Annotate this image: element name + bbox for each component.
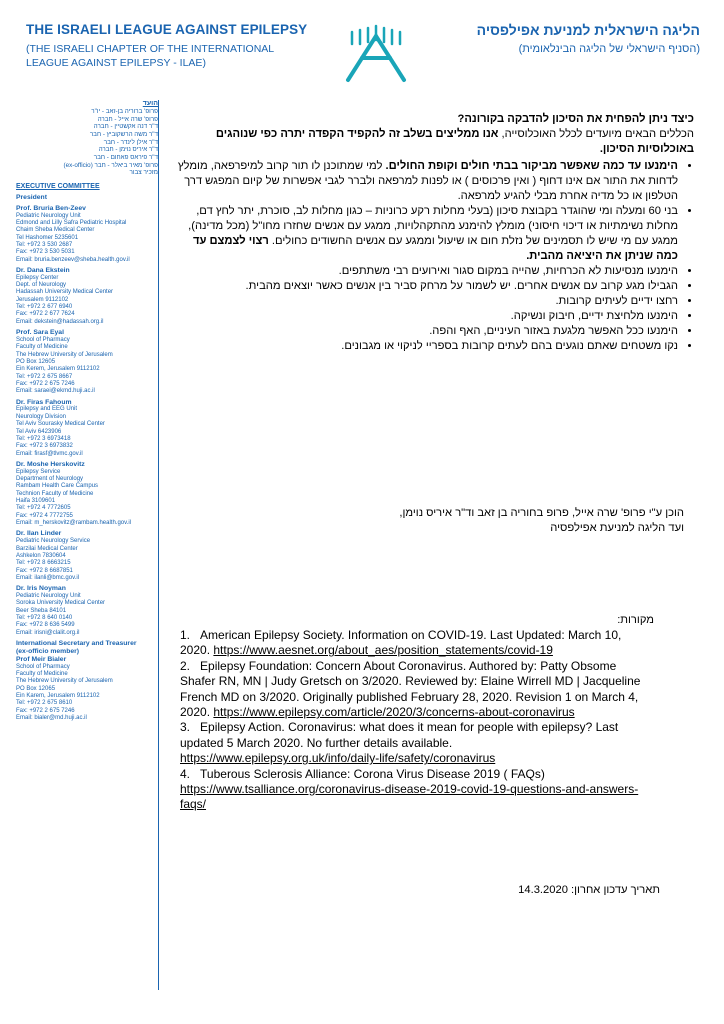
intro-plain: הכללים הבאים מיועדים לכלל האוכלוסייה, — [498, 128, 694, 140]
member-line: Tel: +972 2 675 8667 — [16, 373, 73, 380]
he-member-line: ד"ר דנה אקשטיין - חברה — [93, 123, 158, 131]
member-name: Dr. Dana Ekstein — [16, 266, 70, 274]
org-title-he: הליגה הישראלית למניעת אפילפסיה — [476, 22, 700, 38]
list-item: • נקו משטחים שאתם נוגעים בהם לעתים קרובות בספריי לניקוי או מגבונים. — [172, 339, 678, 354]
source-number: 3. — [180, 720, 191, 735]
member-line: Pediatric Neurology Unit — [16, 593, 81, 600]
member-line: Faculty of Medicine — [16, 344, 68, 351]
org-title-en: THE ISRAELI LEAGUE AGAINST EPILEPSY — [26, 22, 308, 37]
he-committee-heading: הועד — [142, 100, 158, 107]
member-line: Hadassah University Medical Center — [16, 289, 114, 296]
he-member-line: ד"ר משה הרשקוביץ - חבר — [89, 130, 158, 138]
source-number: 1. — [180, 628, 191, 642]
member-line: Fax: +972 3 530 5031 — [16, 249, 75, 256]
member-line: Epilepsy Service — [16, 468, 61, 475]
sources-title: מקורות: — [617, 614, 654, 626]
source-link[interactable]: https://www.tsalliance.org/coronavirus-disease-2019-covid-19-questions-and-answers-faqs/ — [180, 782, 639, 812]
member-line: Fax: +972 3 6973832 — [16, 443, 73, 450]
intro-paragraph — [172, 127, 694, 157]
member-line: Fax: +972 4 7772755 — [16, 512, 73, 519]
source-link[interactable]: https://www.epilepsy.org.uk/info/daily-life/safety/coronavirus — [180, 751, 496, 766]
he-member-line: מזכיר צבור — [129, 169, 158, 177]
org-subtitle-en-line2: LEAGUE AGAINST EPILEPSY - ILAE) — [26, 57, 206, 69]
member-name: Dr. Ilan Linder — [16, 530, 62, 538]
secretary-label: International Secretary and Treasurer — [16, 640, 137, 648]
prepared-line2: ועד הליגה למניעת אפילפסיה — [550, 522, 684, 534]
member-block — [16, 329, 158, 396]
bullet-bold: רצוי לצמצם עד כמה שניתן את היציאה מהבית. — [192, 235, 678, 262]
org-subtitle-en-line1: (THE ISRAELI CHAPTER OF THE INTERNATIONAL — [26, 43, 275, 55]
member-line: Tel: +972 4 7772605 — [16, 505, 71, 512]
secretary-sub-label: (ex-officio member) — [16, 647, 80, 655]
member-line: Fax: +972 8 6687851 — [16, 567, 73, 574]
member-line: Email: firasf@tlvmc.gov.il — [16, 450, 83, 457]
last-updated — [380, 884, 660, 896]
source-item — [180, 659, 650, 721]
president-label: President — [16, 193, 47, 201]
member-line: Pediatric Neurology Unit — [16, 212, 81, 219]
member-name: Dr. Iris Noyman — [16, 585, 66, 593]
member-line: Fax: +972 2 675 7246 — [16, 380, 75, 387]
member-line: Jerusalem 9112102 — [16, 296, 69, 303]
he-member-line: ד"ר איריס נוימן - חברה — [98, 146, 158, 154]
member-line: Faculty of Medicine — [16, 670, 68, 677]
member-line: Ashkelon 7830604 — [16, 552, 66, 559]
source-number: 4. — [180, 766, 191, 781]
member-line: Tel Hashomer 5235601 — [16, 234, 79, 241]
member-line: Beer Sheba 84101 — [16, 607, 67, 614]
member-name: Dr. Firas Fahoum — [16, 398, 72, 406]
member-line: Email: ilanli@bmc.gov.il — [16, 574, 79, 581]
member-line: Dept. of Neurology — [16, 282, 67, 289]
source-link[interactable]: https://www.aesnet.org/about_aes/position_statements/covid-19 — [213, 643, 553, 658]
source-item — [180, 628, 650, 659]
last-updated-label: תאריך עדכון אחרון: — [571, 884, 660, 896]
member-line: Email: irisni@clalit.org.il — [16, 629, 80, 636]
member-line: Tel Aviv Sourasky Medical Center — [16, 421, 105, 428]
member-line: Ein Kerem, Jerusalem 9112102 — [16, 366, 100, 373]
member-line: Tel Aviv 6423906 — [16, 428, 62, 435]
member-line: Barzilai Medical Center — [16, 545, 78, 552]
member-block — [16, 530, 158, 582]
org-subtitle-he: (הסניף הישראלי של הליגה הבינלאומית) — [518, 43, 700, 55]
member-line: Tel: +972 8 6663215 — [16, 560, 71, 567]
member-line: Soroka University Medical Center — [16, 600, 106, 607]
member-line: Epilepsy and EEG Unit — [16, 406, 78, 413]
member-line: Technion Faculty of Medicine — [16, 490, 94, 497]
member-line: Email: m_herskovitz@rambam.health.gov.il — [16, 520, 132, 527]
list-item: • הגבילו מגע קרוב עם אנשים אחרים. יש לשמור על מרחק סביר בין אנשים כאשר יוצאים מהבית. — [172, 279, 678, 294]
member-line: The Hebrew University of Jerusalem — [16, 351, 113, 358]
he-member-line: פרופ' ברוריה בן-זאב - יו"ר — [91, 107, 158, 115]
header-english — [26, 22, 316, 70]
member-line: Epilepsy Center — [16, 274, 59, 281]
member-line: Email: dekstein@hadassah.org.il — [16, 318, 104, 325]
bullet-text: בני 60 ומעלה ומי שהוגדר בקבוצת סיכון (בעלי מחלות רקע כרוניות – כגון מחלות לב, סוכרת, יתר לחץ דם, מחלות נשימתיות או דיכוי חיסוני) מומלץ להימנע מהתקהלויות, ממגע עם אנשים שחזרו מחו"ל (מכל מדינה), ממגע עם מי שיש לו תסמינים של נזלת חום או שיעול וממגע עם אנשים החשודים כחולים. — [188, 205, 678, 247]
member-line: Chaim Sheba Medical Center — [16, 227, 95, 234]
member-line: Fax: +972 2 675 7246 — [16, 707, 75, 714]
main-content — [172, 112, 694, 354]
bullet-bold: הימנעו עד כמה שאפשר מביקור בבתי חולים וקופת החולים. — [385, 160, 678, 172]
he-member-line: ד"ר פיראס פאחום - חבר — [93, 154, 158, 162]
member-line: Rambam Health Care Campus — [16, 483, 99, 490]
member-line: Tel: +972 2 677 6940 — [16, 304, 73, 311]
committee-sidebar — [16, 100, 159, 990]
member-name: Dr. Moshe Herskovitz — [16, 460, 85, 468]
member-line: Email: saraei@ekmd.huji.ac.il — [16, 388, 95, 395]
list-item: • הימנעו מנסיעות לא הכרחיות, שהייה במקום סגור ואירועים רבי משתתפים. — [172, 264, 678, 279]
member-line: Email: bruria.benzeev@sheba.health.gov.il — [16, 256, 130, 263]
source-text: Epilepsy Action. Coronavirus: what does it mean for people with epilepsy? Last updated 5 March 2020. No further details available. — [180, 720, 619, 750]
member-line: School of Pharmacy — [16, 336, 70, 343]
member-line: Pediatric Neurology Service — [16, 538, 91, 545]
source-number: 2. — [180, 658, 191, 673]
guidelines-list — [172, 159, 694, 354]
executive-committee-heading: EXECUTIVE COMMITTEE — [16, 183, 100, 191]
source-text: Tuberous Sclerosis Alliance: Corona Virus Disease 2019 ( FAQs) — [200, 766, 545, 781]
member-line: Tel: +972 2 675 8610 — [16, 700, 73, 707]
member-block — [16, 585, 158, 637]
source-item — [180, 767, 650, 813]
list-item: • הימנעו מלחיצת ידיים, חיבוק ונשיקה. — [172, 309, 678, 324]
he-member-line: פרופ' שרה אייל - חברה — [97, 115, 158, 123]
member-line: PO Box 12605 — [16, 358, 56, 365]
source-item — [180, 720, 650, 766]
member-line: Haifa 3109601 — [16, 498, 56, 505]
bullet-text: למי שמתוכנן לו תור קרוב למיפרפאה, מומלץ לדחות את התור אם אינו דחוף ( ואין פרכוסים ) או לפנות למרפאה ולברר לגבי אפשרות של קיום המפגש דרך הטלפון או כל מדיה אחרת מבלי להגיע למרפאה. — [177, 160, 678, 202]
list-item — [172, 204, 678, 264]
list-item: • הימנעו ככל האפשר מלגעת באזור העיניים, האף והפה. — [172, 324, 678, 339]
header-hebrew — [400, 22, 700, 55]
he-member-line: ד"ר אילן לינדר - חבר — [103, 138, 158, 146]
member-block — [16, 205, 158, 264]
source-link[interactable]: https://www.epilepsy.com/article/2020/3/concerns-about-coronavirus — [213, 705, 575, 720]
member-line: Department of Neurology — [16, 476, 84, 483]
sources-list — [180, 628, 650, 813]
prepared-by — [172, 506, 684, 536]
member-line: PO Box 12065 — [16, 685, 56, 692]
member-name: Prof Meir Bialer — [16, 655, 67, 663]
member-block — [16, 399, 158, 458]
member-line: Tel: +972 3 6973418 — [16, 435, 71, 442]
member-line: Edmond and Lilly Safra Pediatric Hospital — [16, 219, 127, 226]
member-line: Fax: +972 8 636 5499 — [16, 622, 75, 629]
intro-bold: אנו ממליצים בשלב זה להקפיד הקפדה יתרה כפי שנוהגים באוכלוסיות הסיכון. — [215, 128, 694, 155]
member-line: Tel: +972 8 640 0140 — [16, 615, 73, 622]
member-block — [16, 461, 158, 528]
member-line: The Hebrew University of Jerusalem — [16, 678, 113, 685]
source-text: American Epilepsy Society. Information on COVID-19. Last Updated: March 10, 2020. — [180, 628, 622, 658]
list-item: • רחצו ידיים לעיתים קרובות. — [172, 294, 678, 309]
member-line: Email: bialer@md.huji.ac.il — [16, 714, 87, 721]
org-subtitle-en — [26, 42, 316, 70]
member-name: Prof. Sara Eyal — [16, 329, 64, 337]
secretary-block — [16, 640, 158, 722]
member-name: Prof. Bruria Ben-Zeev — [16, 204, 86, 212]
member-line: Tel: +972 3 530 2687 — [16, 241, 73, 248]
prepared-line1: הוכן ע"י פרופ' שרה אייל, פרופ בחוריה בן זאב וד"ר איריס נוימן, — [399, 507, 684, 519]
last-updated-date: 14.3.2020 — [518, 884, 568, 896]
member-line: Neurology Division — [16, 413, 67, 420]
member-block — [16, 267, 158, 326]
he-member-line: פרופ' מאיר ביאלר - חבר (ex-officio) — [63, 161, 158, 169]
member-line: School of Pharmacy — [16, 663, 70, 670]
list-item — [172, 159, 678, 204]
source-text: Epilepsy Foundation: Concern About Coronavirus. Authored by: Patty Obsome Shafer RN, MN | Judy Gretsch on 3/2020. Reviewed by: Elaine Wirrell MD | Jacqueline French MD on 3/2020. Originally published February 28, 2020. Revision 1 on March 4, 2020. — [180, 658, 641, 720]
member-line: Fax: +972 2 677 7624 — [16, 311, 75, 318]
main-question: כיצד ניתן להפחית את הסיכון להדבקה בקורונה? — [457, 113, 694, 125]
member-line: Ein Karem, Jerusalem 9112102 — [16, 692, 100, 699]
